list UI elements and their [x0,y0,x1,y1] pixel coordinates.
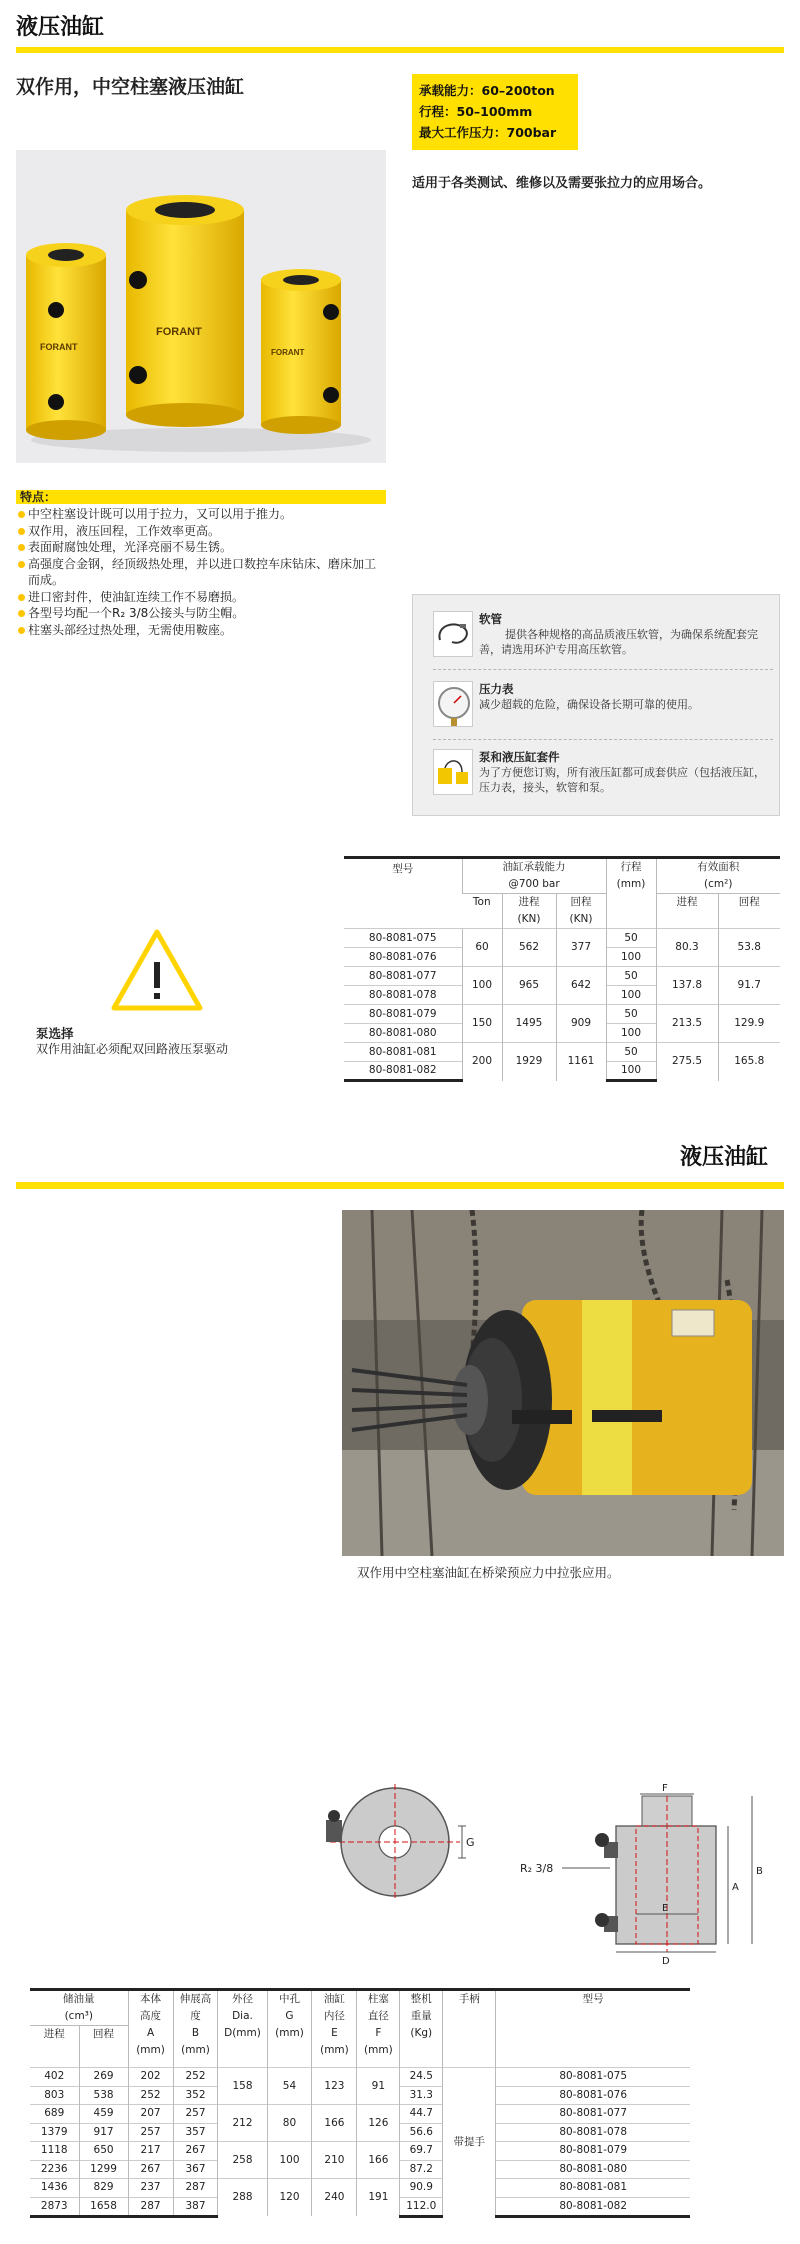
dim-label-d: D [662,1956,670,1967]
table-row: 80-8081-081 200 1929 1161 50 275.5 165.8 [344,1043,780,1062]
col-pull: 回程 (KN) [556,894,606,929]
accessory-desc: 为了方便您订购，所有液压缸都可成套供应（包括液压缸，压力表，接头，软管和泵。 [479,766,765,794]
table-row: 1379 917 257 357 56.6 80-8081-078 [30,2123,690,2142]
product-photo [16,150,386,463]
table-row: 80-8081-080 100 [344,1024,780,1043]
dim-label-b: B [756,1866,763,1877]
col-area-push: 进程 [656,894,718,929]
col-a: 本体 高度 A (mm) [128,1990,173,2068]
accessory-title: 泵和液压缸套件 [479,750,560,764]
gauge-icon [433,681,473,727]
table-row: 689 459 207 257 212 80 166 126 44.7 80-8081-077 [30,2105,690,2124]
col-d: 外径 Dia. D(mm) [218,1990,267,2068]
dim-label-e: E [662,1903,669,1914]
table-row: 80-8081-076 100 [344,948,780,967]
spec-box [412,74,578,150]
col-g: 中孔 G (mm) [267,1990,312,2068]
divider [433,739,773,740]
feature-item: 高强度合金钢，经顶级热处理，并以进口数控车床钻床、磨床加工而成。 [16,556,386,589]
accessory-desc: 减少超载的危险，确保设备长期可靠的使用。 [479,698,699,711]
col-oil-pull: 回程 [79,2026,128,2068]
capacity-table [344,856,780,1082]
table-row: 1436 829 237 287 288 120 240 191 90.9 80-8081-081 [30,2179,690,2198]
col-oil: 储油量 (cm³) [30,1990,128,2026]
col-weight: 整机 重量 (Kg) [400,1990,443,2068]
table-row: 80-8081-079 150 1495 909 50 213.5 129.9 [344,1005,780,1024]
side-view-drawing [512,1782,776,1972]
accessory-title: 软管 [479,612,502,626]
table-row: 803 538 252 352 31.3 80-8081-076 [30,2086,690,2105]
feature-item: 进口密封件，使油缸连续工作不易磨损。 [16,589,386,606]
table-row: 2873 1658 287 387 112.0 80-8081-082 [30,2197,690,2216]
brand-label-left: FORANT [40,342,78,352]
feature-item: 双作用，液压回程，工作效率更高。 [16,523,386,540]
table-row: 2236 1299 267 367 87.2 80-8081-080 [30,2160,690,2179]
application-photo [342,1210,784,1556]
header-accent-bar [16,47,784,53]
col-capacity: 油缸承载能力 @700 bar [462,858,606,894]
feature-item: 柱塞头部经过热处理，无需使用鞍座。 [16,622,386,639]
col-handle: 手柄 [443,1990,496,2068]
table-row: 80-8081-082 100 [344,1062,780,1081]
col-oil-push: 进程 [30,2026,79,2068]
accessory-pump-set [433,749,773,799]
table-row: 402 269 202 252 158 54 123 91 24.5 带提手 80-8081-075 [30,2068,690,2087]
accessory-title: 压力表 [479,682,514,696]
hose-icon [433,611,473,657]
col-area: 有效面积 (cm²) [656,858,780,894]
table-row: 80-8081-077 100 965 642 50 137.8 91.7 [344,967,780,986]
section2-accent-bar [16,1182,784,1189]
feature-item: 各型号均配一个R₂ 3/8公接头与防尘帽。 [16,605,386,622]
top-view-drawing [300,1780,490,1900]
divider [433,669,773,670]
feature-item: 表面耐腐蚀处理，光泽亮丽不易生锈。 [16,539,386,556]
handle-cell: 带提手 [443,2068,496,2217]
dim-label-a: A [732,1882,739,1893]
bridge-application-illustration [342,1210,784,1556]
col-f: 柱塞 直径 F (mm) [357,1990,400,2068]
spec-stroke: 行程：50–100mm [419,104,533,119]
cylinders-illustration [16,150,386,463]
col-e: 油缸 内径 E (mm) [312,1990,357,2068]
col-b: 伸展高 度 B (mm) [173,1990,218,2068]
col-area-pull: 回程 [718,894,780,929]
dim-label-g: G [466,1836,475,1849]
feature-item: 中空柱塞设计既可以用于拉力，又可以用于推力。 [16,506,386,523]
col-push: 进程 (KN) [502,894,556,929]
pump-set-icon [433,749,473,795]
table-row: 80-8081-078 100 [344,986,780,1005]
col-model: 型号 [496,1990,690,2068]
page-title: 液压油缸 [16,15,105,40]
col-ton: Ton [462,894,502,929]
features-heading: 特点： [16,490,386,504]
accessory-hose [433,611,773,661]
accessories-box [412,594,780,816]
port-label: R₂ 3/8 [520,1862,554,1875]
warning-icon [110,928,204,1012]
section2-title: 液压油缸 [680,1145,769,1170]
spec-pressure: 最大工作压力：700bar [419,125,557,140]
accessory-desc: 提供各种规格的高品质液压软管，为确保系统配套完善，请选用环沪专用高压软管。 [479,628,758,656]
pump-note-desc: 双作用油缸必须配双回路液压泵驱动 [36,1042,229,1056]
features-list [16,506,386,638]
col-stroke: 行程 (mm) [606,858,656,929]
spec-capacity: 承载能力：60–200ton [419,83,555,98]
intro-text: 适用于各类测试、维修以及需要张拉力的应用场合。 [412,176,712,191]
dimensions-table [30,1988,690,2218]
table-row: 1118 650 217 267 258 100 210 166 69.7 80-8081-079 [30,2142,690,2161]
pump-note-title: 泵选择 [36,1026,74,1041]
application-caption: 双作用中空柱塞油缸在桥梁预应力中拉张应用。 [357,1565,620,1580]
brand-label-middle: FORANT [156,326,202,338]
accessory-gauge [433,681,773,731]
dim-label-f: F [662,1783,668,1794]
table-row: 80-8081-075 60 562 377 50 80.3 53.8 [344,929,780,948]
product-subtitle: 双作用，中空柱塞液压油缸 [16,76,245,98]
col-model: 型号 [344,858,462,929]
brand-label-right: FORANT [271,348,305,357]
